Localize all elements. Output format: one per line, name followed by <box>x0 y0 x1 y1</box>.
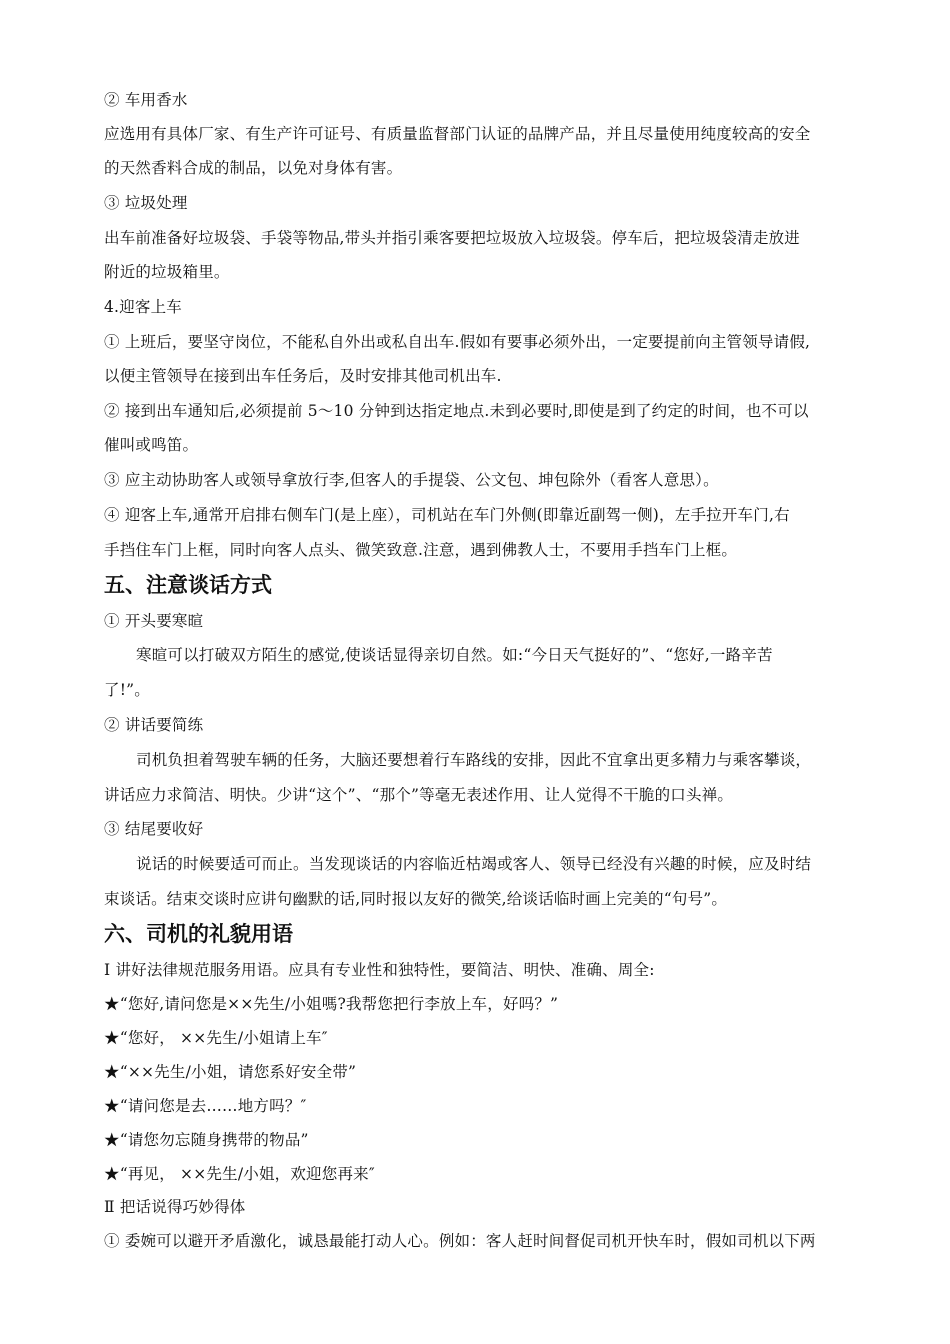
paragraph-line: ② 接到出车通知后,必须提前 5～10 分钟到达指定地点.未到必要时,即使是到了约定的时间，也不可以 <box>104 402 809 420</box>
phrase-item: ★“您好,请问您是××先生/小姐嗎?我帮您把行李放上车，好吗？” <box>104 995 559 1013</box>
paragraph-line: 附近的垃圾箱里。 <box>104 263 230 281</box>
item-title: Ⅰ 讲好法律规范服务用语。应具有专业性和独特性，要简洁、明快、准确、周全: <box>104 961 655 979</box>
paragraph-line: 的天然香料合成的制品，以免对身体有害。 <box>104 159 403 177</box>
item-title: ③ 结尾要收好 <box>104 820 204 838</box>
paragraph-line: 讲话应力求简洁、明快。少讲“这个”、“那个”等毫无表述作用、让人觉得不干脆的口头禅。 <box>104 786 734 804</box>
paragraph-line: 应选用有具体厂家、有生产许可证号、有质量监督部门认证的品牌产品，并且尽量使用纯度较高的安全 <box>104 125 811 143</box>
paragraph-line: ③ 应主动协助客人或领导拿放行李,但客人的手提袋、公文包、坤包除外（看客人意思）。 <box>104 471 719 489</box>
phrase-item: ★“××先生/小姐，请您系好安全带” <box>104 1063 357 1081</box>
item-title: ② 讲话要简练 <box>104 716 204 734</box>
phrase-item: ★“您好， ××先生/小姐请上车″ <box>104 1029 328 1047</box>
phrase-item: ★“请您勿忘随身携带的物品” <box>104 1131 309 1149</box>
subsection-title-greeting: 4.迎客上车 <box>104 298 182 316</box>
section-heading-polite-language: 六、司机的礼貌用语 <box>104 922 293 946</box>
paragraph-line: 以便主管领导在接到出车任务后，及时安排其他司机出车. <box>104 367 502 385</box>
paragraph-line: 手挡住车门上框，同时向客人点头、微笑致意.注意，遇到佛教人士，不要用手挡车门上框。 <box>104 541 738 559</box>
paragraph-line: ① 上班后，要坚守岗位，不能私自外出或私自出车.假如有要事必须外出，一定要提前向主管领导请假, <box>104 333 811 351</box>
paragraph-line: 了!”。 <box>104 681 150 699</box>
phrase-item: ★“再见， ××先生/小姐，欢迎您再来″ <box>104 1165 375 1183</box>
item-title: Ⅱ 把话说得巧妙得体 <box>104 1198 246 1216</box>
item-title-car-perfume: ② 车用香水 <box>104 91 188 109</box>
paragraph-line: ① 委婉可以避开矛盾激化，诚恳最能打动人心。例如：客人赶时间督促司机开快车时，假如司机以下两 <box>104 1232 816 1250</box>
section-heading-conversation: 五、注意谈话方式 <box>104 573 272 597</box>
paragraph-line: 说话的时候要适可而止。当发现谈话的内容临近枯竭或客人、领导已经没有兴趣的时候，应及时结 <box>136 855 812 873</box>
item-title-garbage: ③ 垃圾处理 <box>104 194 188 212</box>
paragraph-line: 寒暄可以打破双方陌生的感觉,使谈话显得亲切自然。如:“今日天气挺好的”、“您好,一路辛苦 <box>136 646 773 664</box>
paragraph-line: 催叫或鸣笛。 <box>104 436 199 454</box>
paragraph-line: 出车前准备好垃圾袋、手袋等物品,带头并指引乘客要把垃圾放入垃圾袋。停车后，把垃圾袋清走放进 <box>104 229 800 247</box>
item-title: ① 开头要寒暄 <box>104 612 204 630</box>
paragraph-line: ④ 迎客上车,通常开启排右侧车门(是上座），司机站在车门外侧(即靠近副驾一侧)，左手拉开车门,右 <box>104 506 790 524</box>
paragraph-line: 束谈话。结束交谈时应讲句幽默的话,同时报以友好的微笑,给谈话临时画上完美的“句号”。 <box>104 890 728 908</box>
paragraph-line: 司机负担着驾驶车辆的任务，大脑还要想着行车路线的安排，因此不宜拿出更多精力与乘客攀谈， <box>136 751 812 769</box>
phrase-item: ★“请问您是去……地方吗？″ <box>104 1097 307 1115</box>
